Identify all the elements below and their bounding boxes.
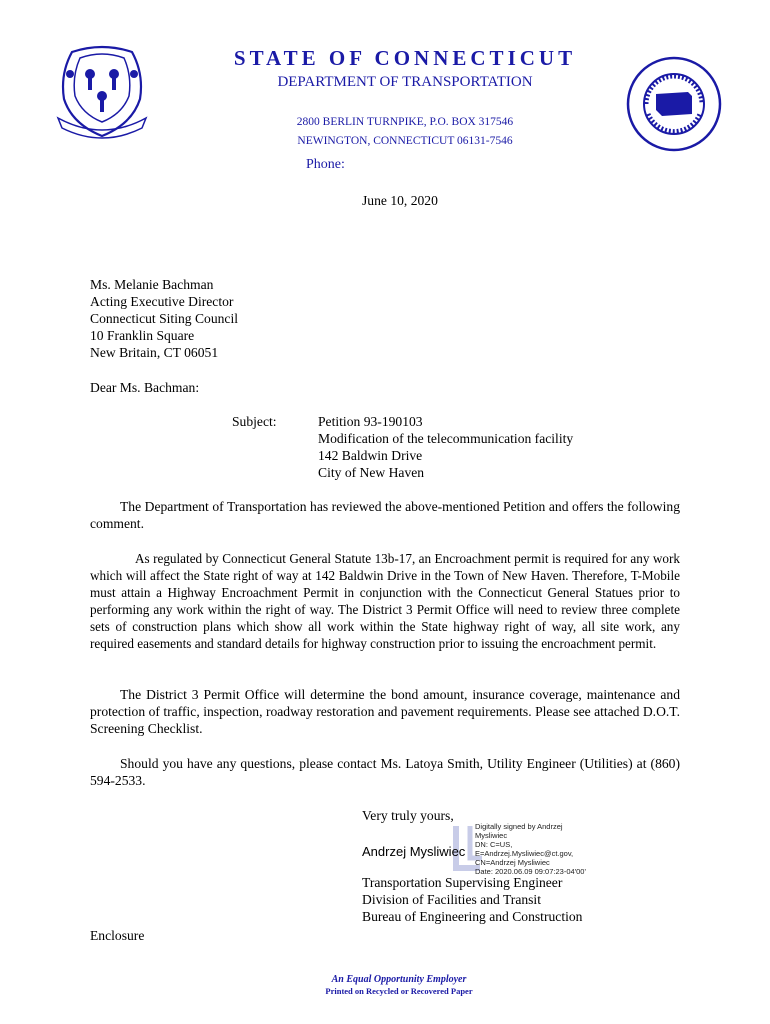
paragraph-4: Should you have any questions, please contact Ms. Latoya Smith, Utility Engineer (Utilities) at (860) 594-2533. xyxy=(90,756,680,788)
signer-title-2: Division of Facilities and Transit xyxy=(362,892,541,907)
recipient-street: 10 Franklin Square xyxy=(90,328,195,343)
recipient-address xyxy=(90,276,238,361)
recipient-org: Connecticut Siting Council xyxy=(90,311,239,326)
valediction: Very truly yours, xyxy=(362,808,454,823)
paragraph-2: As regulated by Connecticut General Statute 13b-17, an Encroachment permit is required for any work which will affect the State right of way at 142 Baldwin Drive in the Town of New Haven. Therefore, T-Mobile must attain a Highway Encroachment Permit in conjunction with the Connecticut General Statues prior to performing any work within the right of way. The District 3 Permit Office will need to review three complete sets of construction plans which show all work within the State highway right of way, all site work, any required easements and standard details for highway construction prior to issuing the encroachment permit. xyxy=(90,551,680,651)
dsig-line-1: Digitally signed by Andrzej xyxy=(475,822,563,831)
signer-title-3: Bureau of Engineering and Construction xyxy=(362,909,583,924)
paragraph-3: The District 3 Permit Office will determine the bond amount, insurance coverage, maintenance and protection of traffic, inspection, roadway restoration and pavement requirements. Please see attached D.O.T. Screening Checklist. xyxy=(90,687,680,736)
letter-date: June 10, 2020 xyxy=(362,193,438,208)
subject-petition: Petition 93-190103 xyxy=(318,414,423,429)
recipient-name: Ms. Melanie Bachman xyxy=(90,277,214,292)
signer-name: Andrzej Mysliwiec xyxy=(362,844,466,859)
recipient-city: New Britain, CT 06051 xyxy=(90,345,219,360)
subject-description: Modification of the telecommunication facility xyxy=(318,431,574,446)
digital-signature-details xyxy=(475,822,586,876)
paragraph-1: The Department of Transportation has reviewed the above-mentioned Petition and offers the following comment. xyxy=(90,499,680,531)
subject-city: City of New Haven xyxy=(318,465,425,480)
footer-eoe: An Equal Opportunity Employer xyxy=(331,974,467,985)
phone-label: Phone: xyxy=(306,157,345,172)
address-line-2: NEWINGTON, CONNECTICUT 06131-7546 xyxy=(297,135,513,147)
dsig-line-5: CN=Andrzej Mysliwiec xyxy=(475,858,550,867)
recipient-title: Acting Executive Director xyxy=(90,294,234,309)
subject-label: Subject: xyxy=(232,414,277,429)
signer-titles xyxy=(362,874,582,925)
salutation: Dear Ms. Bachman: xyxy=(90,380,200,395)
address-line-1: 2800 BERLIN TURNPIKE, P.O. BOX 317546 xyxy=(296,116,514,128)
dsig-line-6: Date: 2020.06.09 09:07:23-04'00' xyxy=(475,867,586,876)
dot-logo xyxy=(626,56,722,152)
footer-recycled: Printed on Recycled or Recovered Paper xyxy=(325,986,473,996)
subject-block xyxy=(318,413,573,481)
dsig-line-4: E=Andrzej.Mysliwiec@ct.gov, xyxy=(475,849,574,858)
department-name: DEPARTMENT OF TRANSPORTATION xyxy=(277,74,533,90)
dsig-line-3: DN: C=US, xyxy=(475,840,513,849)
subject-street: 142 Baldwin Drive xyxy=(318,448,423,463)
signer-title-1: Transportation Supervising Engineer xyxy=(362,875,563,890)
enclosure-note: Enclosure xyxy=(90,928,145,943)
dsig-line-2: Mysliwiec xyxy=(475,831,508,840)
state-title: STATE OF CONNECTICUT xyxy=(233,46,577,70)
